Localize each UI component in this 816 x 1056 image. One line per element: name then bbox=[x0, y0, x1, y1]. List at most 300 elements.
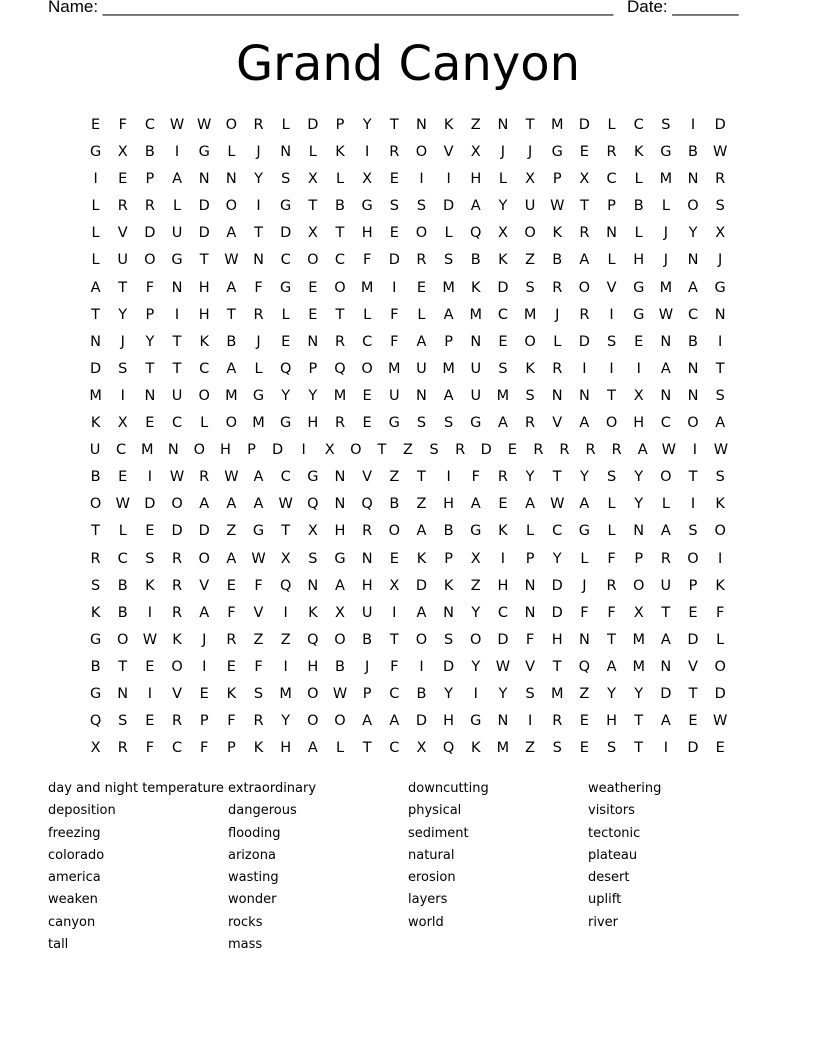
grid-letter[interactable]: L bbox=[607, 523, 616, 540]
grid-letter[interactable]: M bbox=[360, 279, 374, 296]
grid-letter[interactable]: L bbox=[173, 198, 182, 215]
grid-letter[interactable]: X bbox=[362, 171, 373, 188]
grid-letter[interactable]: U bbox=[416, 360, 427, 377]
grid-letter[interactable]: U bbox=[660, 577, 672, 594]
grid-letter[interactable]: R bbox=[606, 577, 617, 594]
grid-letter[interactable]: O bbox=[415, 144, 428, 161]
grid-letter[interactable]: A bbox=[172, 171, 182, 188]
grid-letter[interactable]: D bbox=[660, 685, 672, 702]
grid-letter[interactable]: B bbox=[90, 469, 101, 486]
grid-letter[interactable]: X bbox=[280, 550, 291, 567]
grid-letter[interactable]: I bbox=[473, 685, 478, 702]
grid-letter[interactable]: M bbox=[333, 387, 347, 404]
grid-letter[interactable]: R bbox=[611, 442, 622, 459]
grid-letter[interactable]: Q bbox=[442, 740, 455, 757]
grid-letter[interactable]: V bbox=[552, 415, 563, 432]
grid-letter[interactable]: X bbox=[307, 225, 318, 242]
grid-letter[interactable]: K bbox=[145, 577, 155, 594]
grid-letter[interactable]: I bbox=[690, 496, 696, 513]
grid-letter[interactable]: N bbox=[307, 333, 319, 350]
grid-letter[interactable]: I bbox=[527, 713, 533, 730]
grid-letter[interactable]: F bbox=[254, 577, 263, 594]
grid-letter[interactable]: L bbox=[634, 171, 643, 188]
grid-letter[interactable]: L bbox=[281, 306, 290, 323]
grid-letter[interactable]: S bbox=[90, 577, 101, 594]
grid-letter[interactable]: X bbox=[579, 171, 590, 188]
grid-letter[interactable]: T bbox=[688, 469, 698, 486]
grid-letter[interactable]: U bbox=[361, 604, 373, 621]
grid-letter[interactable]: O bbox=[578, 279, 591, 296]
grid-letter[interactable]: R bbox=[525, 415, 536, 432]
grid-letter[interactable]: T bbox=[634, 740, 644, 757]
grid-letter[interactable]: B bbox=[335, 658, 345, 675]
grid-letter[interactable]: L bbox=[281, 117, 290, 133]
grid-letter[interactable]: D bbox=[551, 604, 563, 621]
grid-letter[interactable]: I bbox=[147, 469, 153, 486]
grid-letter[interactable]: O bbox=[334, 279, 346, 296]
grid-letter[interactable]: I bbox=[609, 306, 614, 323]
grid-letter[interactable]: N bbox=[334, 496, 346, 513]
grid-letter[interactable]: G bbox=[89, 631, 102, 648]
grid-letter[interactable]: T bbox=[308, 198, 318, 215]
grid-letter[interactable]: P bbox=[634, 550, 644, 567]
grid-letter[interactable]: J bbox=[202, 631, 207, 648]
grid-letter[interactable]: O bbox=[334, 631, 346, 648]
grid-letter[interactable]: D bbox=[198, 198, 210, 215]
grid-letter[interactable]: G bbox=[578, 523, 591, 540]
grid-letter[interactable]: N bbox=[551, 387, 563, 404]
grid-letter[interactable]: N bbox=[524, 577, 536, 594]
grid-letter[interactable]: X bbox=[324, 442, 335, 459]
grid-letter[interactable]: H bbox=[470, 171, 482, 188]
grid-letter[interactable]: D bbox=[171, 523, 183, 540]
grid-letter[interactable]: T bbox=[118, 658, 128, 675]
grid-letter[interactable]: V bbox=[443, 144, 454, 161]
grid-letter[interactable]: B bbox=[552, 252, 563, 269]
grid-letter[interactable]: Z bbox=[226, 523, 237, 540]
grid-letter[interactable]: L bbox=[634, 225, 643, 242]
grid-letter[interactable]: O bbox=[193, 442, 206, 459]
grid-letter[interactable]: C bbox=[552, 523, 563, 540]
grid-letter[interactable]: X bbox=[497, 225, 508, 242]
grid-letter[interactable]: W bbox=[713, 442, 729, 459]
grid-letter[interactable]: R bbox=[715, 171, 726, 188]
grid-letter[interactable]: D bbox=[497, 279, 509, 296]
grid-letter[interactable]: A bbox=[715, 415, 726, 432]
grid-letter[interactable]: T bbox=[91, 306, 100, 323]
grid-letter[interactable]: D bbox=[443, 198, 455, 215]
grid-letter[interactable]: S bbox=[552, 740, 562, 757]
grid-letter[interactable]: J bbox=[256, 333, 261, 350]
grid-letter[interactable]: G bbox=[633, 306, 645, 323]
grid-letter[interactable]: A bbox=[362, 713, 373, 730]
grid-letter[interactable]: A bbox=[637, 442, 648, 459]
grid-letter[interactable]: I bbox=[692, 442, 697, 459]
grid-letter[interactable]: F bbox=[362, 252, 372, 269]
grid-letter[interactable]: M bbox=[632, 631, 645, 648]
grid-letter[interactable]: A bbox=[307, 740, 318, 757]
grid-letter[interactable]: O bbox=[117, 631, 129, 648]
grid-letter[interactable]: A bbox=[226, 496, 237, 513]
grid-letter[interactable]: S bbox=[715, 198, 725, 215]
grid-letter[interactable]: N bbox=[334, 469, 346, 486]
grid-letter[interactable]: X bbox=[470, 550, 481, 567]
grid-letter[interactable]: J bbox=[663, 252, 668, 269]
grid-letter[interactable]: T bbox=[661, 604, 671, 621]
grid-letter[interactable]: Y bbox=[281, 713, 291, 730]
grid-letter[interactable]: R bbox=[199, 469, 210, 486]
grid-letter[interactable]: J bbox=[527, 144, 533, 161]
grid-letter[interactable]: E bbox=[362, 415, 372, 432]
grid-letter[interactable]: B bbox=[117, 604, 128, 621]
grid-letter[interactable]: G bbox=[388, 415, 400, 432]
grid-letter[interactable]: E bbox=[226, 658, 236, 675]
grid-letter[interactable]: B bbox=[226, 333, 237, 350]
grid-letter[interactable]: A bbox=[90, 279, 101, 296]
grid-letter[interactable]: G bbox=[470, 523, 482, 540]
grid-letter[interactable]: V bbox=[606, 279, 617, 296]
grid-letter[interactable]: D bbox=[578, 117, 590, 133]
grid-letter[interactable]: R bbox=[559, 442, 570, 459]
grid-letter[interactable]: N bbox=[443, 604, 455, 621]
grid-letter[interactable]: O bbox=[350, 442, 362, 459]
grid-letter[interactable]: N bbox=[687, 171, 699, 188]
grid-letter[interactable]: Y bbox=[552, 550, 562, 567]
grid-letter[interactable]: N bbox=[633, 523, 645, 540]
grid-letter[interactable]: K bbox=[471, 740, 481, 757]
grid-letter[interactable]: E bbox=[308, 306, 318, 323]
grid-letter[interactable]: C bbox=[606, 171, 617, 188]
grid-letter[interactable]: B bbox=[443, 523, 454, 540]
grid-letter[interactable]: B bbox=[90, 658, 101, 675]
grid-letter[interactable]: M bbox=[632, 658, 645, 675]
grid-letter[interactable]: L bbox=[607, 117, 616, 133]
grid-letter[interactable]: I bbox=[256, 198, 261, 215]
grid-letter[interactable]: Q bbox=[470, 225, 482, 242]
grid-letter[interactable]: F bbox=[471, 469, 480, 486]
grid-letter[interactable]: N bbox=[198, 171, 210, 188]
grid-letter[interactable]: Y bbox=[607, 685, 616, 702]
grid-letter[interactable]: G bbox=[198, 144, 210, 161]
grid-letter[interactable]: A bbox=[443, 306, 454, 323]
grid-letter[interactable]: F bbox=[254, 658, 263, 675]
grid-letter[interactable]: J bbox=[663, 225, 668, 242]
grid-letter[interactable]: Y bbox=[688, 225, 698, 242]
grid-letter[interactable]: G bbox=[89, 144, 102, 161]
grid-letter[interactable]: N bbox=[687, 387, 699, 404]
grid-letter[interactable]: U bbox=[89, 442, 101, 459]
grid-letter[interactable]: L bbox=[498, 171, 507, 188]
grid-letter[interactable]: E bbox=[90, 117, 101, 133]
grid-letter[interactable]: G bbox=[171, 252, 183, 269]
grid-letter[interactable]: O bbox=[524, 225, 536, 242]
grid-letter[interactable]: M bbox=[523, 306, 537, 323]
grid-letter[interactable]: M bbox=[496, 740, 510, 757]
grid-letter[interactable]: Y bbox=[471, 604, 481, 621]
grid-letter[interactable]: G bbox=[280, 415, 292, 432]
grid-letter[interactable]: E bbox=[199, 685, 209, 702]
grid-letter[interactable]: A bbox=[226, 225, 237, 242]
grid-letter[interactable]: S bbox=[416, 415, 427, 432]
grid-letter[interactable]: H bbox=[633, 252, 645, 269]
grid-letter[interactable]: J bbox=[555, 306, 560, 323]
grid-letter[interactable]: T bbox=[525, 117, 535, 133]
grid-letter[interactable]: N bbox=[714, 306, 726, 323]
grid-letter[interactable]: X bbox=[307, 523, 318, 540]
grid-letter[interactable]: E bbox=[498, 333, 508, 350]
grid-letter[interactable]: T bbox=[389, 631, 399, 648]
grid-letter[interactable]: L bbox=[716, 631, 725, 648]
grid-letter[interactable]: M bbox=[279, 685, 292, 702]
grid-letter[interactable]: R bbox=[253, 713, 264, 730]
grid-letter[interactable]: F bbox=[200, 740, 209, 757]
grid-letter[interactable]: X bbox=[117, 415, 128, 432]
grid-letter[interactable]: P bbox=[607, 198, 616, 215]
grid-letter[interactable]: J bbox=[256, 144, 261, 161]
grid-letter[interactable]: C bbox=[660, 415, 671, 432]
grid-letter[interactable]: A bbox=[226, 279, 237, 296]
grid-letter[interactable]: E bbox=[507, 442, 517, 459]
grid-letter[interactable]: Z bbox=[525, 252, 536, 269]
grid-letter[interactable]: A bbox=[416, 523, 427, 540]
grid-letter[interactable]: N bbox=[687, 360, 699, 377]
grid-letter[interactable]: R bbox=[172, 577, 183, 594]
grid-letter[interactable]: Y bbox=[498, 685, 508, 702]
grid-letter[interactable]: X bbox=[117, 144, 128, 161]
grid-letter[interactable]: R bbox=[334, 415, 346, 432]
grid-letter[interactable]: I bbox=[446, 171, 451, 188]
grid-letter[interactable]: U bbox=[470, 387, 482, 404]
grid-letter[interactable]: D bbox=[198, 523, 210, 540]
grid-letter[interactable]: Q bbox=[279, 360, 292, 377]
grid-letter[interactable]: W bbox=[142, 631, 158, 648]
grid-letter[interactable]: M bbox=[388, 360, 401, 377]
grid-letter[interactable]: K bbox=[172, 631, 182, 648]
grid-letter[interactable]: N bbox=[497, 713, 509, 730]
grid-letter[interactable]: V bbox=[525, 658, 536, 675]
grid-letter[interactable]: Z bbox=[470, 577, 481, 594]
grid-letter[interactable]: G bbox=[280, 279, 292, 296]
grid-letter[interactable]: E bbox=[118, 469, 128, 486]
grid-letter[interactable]: T bbox=[607, 387, 616, 404]
grid-letter[interactable]: W bbox=[278, 496, 293, 513]
grid-letter[interactable]: Y bbox=[498, 198, 508, 215]
grid-letter[interactable]: H bbox=[633, 415, 645, 432]
grid-letter[interactable]: D bbox=[551, 577, 563, 594]
grid-letter[interactable]: V bbox=[253, 604, 264, 621]
grid-letter[interactable]: F bbox=[145, 279, 155, 296]
grid-letter[interactable]: R bbox=[334, 333, 346, 350]
grid-letter[interactable]: X bbox=[335, 604, 345, 621]
grid-letter[interactable]: D bbox=[89, 360, 102, 377]
grid-letter[interactable]: R bbox=[533, 442, 544, 459]
grid-letter[interactable]: P bbox=[525, 550, 535, 567]
grid-letter[interactable]: H bbox=[551, 631, 563, 648]
grid-letter[interactable]: G bbox=[551, 144, 563, 161]
grid-letter[interactable]: N bbox=[470, 333, 482, 350]
grid-letter[interactable]: R bbox=[579, 225, 590, 242]
grid-letter[interactable]: L bbox=[526, 523, 535, 540]
grid-letter[interactable]: V bbox=[117, 225, 128, 242]
grid-letter[interactable]: I bbox=[147, 604, 153, 621]
grid-letter[interactable]: K bbox=[715, 496, 725, 513]
grid-letter[interactable]: K bbox=[552, 225, 562, 242]
grid-letter[interactable]: U bbox=[470, 360, 482, 377]
grid-letter[interactable]: O bbox=[225, 198, 238, 215]
grid-letter[interactable]: B bbox=[416, 685, 427, 702]
grid-letter[interactable]: I bbox=[283, 604, 288, 621]
grid-letter[interactable]: T bbox=[335, 225, 345, 242]
grid-letter[interactable]: G bbox=[334, 550, 346, 567]
grid-letter[interactable]: R bbox=[172, 604, 183, 621]
grid-letter[interactable]: A bbox=[253, 469, 264, 486]
grid-letter[interactable]: T bbox=[362, 740, 372, 757]
grid-letter[interactable]: N bbox=[660, 333, 672, 350]
grid-letter[interactable]: W bbox=[495, 658, 511, 675]
grid-letter[interactable]: Y bbox=[281, 387, 291, 404]
grid-letter[interactable]: X bbox=[90, 740, 101, 757]
grid-letter[interactable]: A bbox=[416, 604, 427, 621]
grid-letter[interactable]: Q bbox=[307, 496, 319, 513]
grid-letter[interactable]: R bbox=[389, 144, 400, 161]
grid-letter[interactable]: Y bbox=[308, 387, 318, 404]
grid-letter[interactable]: C bbox=[497, 604, 508, 621]
grid-letter[interactable]: E bbox=[145, 713, 155, 730]
grid-letter[interactable]: L bbox=[227, 144, 236, 161]
grid-letter[interactable]: M bbox=[442, 279, 455, 296]
grid-letter[interactable]: N bbox=[117, 685, 129, 702]
grid-letter[interactable]: W bbox=[658, 306, 674, 323]
grid-letter[interactable]: M bbox=[550, 685, 564, 702]
grid-letter[interactable]: N bbox=[497, 117, 509, 133]
grid-letter[interactable]: F bbox=[607, 550, 616, 567]
grid-letter[interactable]: B bbox=[470, 252, 481, 269]
grid-letter[interactable]: S bbox=[498, 360, 508, 377]
grid-letter[interactable]: G bbox=[660, 144, 672, 161]
grid-letter[interactable]: I bbox=[446, 469, 451, 486]
grid-letter[interactable]: T bbox=[715, 360, 725, 377]
grid-letter[interactable]: C bbox=[389, 685, 400, 702]
grid-letter[interactable]: G bbox=[252, 387, 265, 404]
grid-letter[interactable]: G bbox=[470, 415, 482, 432]
grid-letter[interactable]: U bbox=[117, 252, 129, 269]
grid-letter[interactable]: L bbox=[417, 306, 426, 323]
grid-letter[interactable]: A bbox=[579, 415, 590, 432]
grid-letter[interactable]: N bbox=[253, 252, 264, 269]
grid-letter[interactable]: X bbox=[633, 604, 644, 621]
grid-letter[interactable]: G bbox=[307, 469, 319, 486]
grid-letter[interactable]: L bbox=[91, 225, 100, 242]
grid-letter[interactable]: O bbox=[687, 198, 699, 215]
grid-letter[interactable]: J bbox=[120, 333, 125, 350]
grid-letter[interactable]: O bbox=[171, 658, 183, 675]
grid-letter[interactable]: T bbox=[226, 306, 236, 323]
grid-letter[interactable]: T bbox=[281, 523, 291, 540]
grid-letter[interactable]: A bbox=[389, 713, 400, 730]
grid-letter[interactable]: R bbox=[253, 306, 264, 323]
grid-letter[interactable]: E bbox=[579, 144, 589, 161]
grid-letter[interactable]: K bbox=[633, 144, 644, 161]
grid-letter[interactable]: I bbox=[582, 360, 587, 377]
grid-letter[interactable]: K bbox=[498, 523, 508, 540]
grid-letter[interactable]: N bbox=[578, 387, 590, 404]
grid-letter[interactable]: X bbox=[633, 387, 644, 404]
grid-letter[interactable]: H bbox=[219, 442, 231, 459]
grid-letter[interactable]: Y bbox=[118, 306, 128, 323]
grid-letter[interactable]: G bbox=[361, 198, 373, 215]
grid-letter[interactable]: F bbox=[254, 279, 263, 296]
grid-letter[interactable]: A bbox=[525, 496, 536, 513]
grid-letter[interactable]: V bbox=[362, 469, 373, 486]
grid-letter[interactable]: E bbox=[145, 523, 155, 540]
grid-letter[interactable]: F bbox=[390, 306, 399, 323]
grid-letter[interactable]: A bbox=[660, 523, 671, 540]
grid-letter[interactable]: I bbox=[174, 306, 180, 323]
grid-letter[interactable]: O bbox=[687, 415, 699, 432]
grid-letter[interactable]: S bbox=[444, 631, 454, 648]
grid-letter[interactable]: C bbox=[280, 469, 291, 486]
grid-letter[interactable]: F bbox=[227, 604, 236, 621]
grid-letter[interactable]: P bbox=[335, 117, 345, 133]
grid-letter[interactable]: B bbox=[688, 333, 698, 350]
grid-letter[interactable]: E bbox=[308, 279, 318, 296]
grid-letter[interactable]: O bbox=[225, 415, 238, 432]
grid-letter[interactable]: R bbox=[497, 469, 508, 486]
grid-letter[interactable]: I bbox=[301, 442, 306, 459]
grid-letter[interactable]: M bbox=[225, 387, 238, 404]
grid-letter[interactable]: T bbox=[335, 306, 345, 323]
grid-letter[interactable]: X bbox=[715, 225, 726, 242]
grid-letter[interactable]: K bbox=[443, 577, 454, 594]
grid-letter[interactable]: B bbox=[362, 631, 373, 648]
grid-letter[interactable]: E bbox=[579, 713, 589, 730]
grid-letter[interactable]: Y bbox=[145, 333, 155, 350]
grid-letter[interactable]: Q bbox=[279, 577, 292, 594]
grid-letter[interactable]: S bbox=[281, 171, 291, 188]
grid-letter[interactable]: X bbox=[389, 577, 400, 594]
grid-letter[interactable]: S bbox=[688, 523, 698, 540]
grid-letter[interactable]: K bbox=[443, 117, 454, 133]
grid-letter[interactable]: L bbox=[254, 360, 263, 377]
grid-letter[interactable]: S bbox=[525, 387, 535, 404]
grid-letter[interactable]: D bbox=[272, 442, 284, 459]
grid-letter[interactable]: C bbox=[116, 442, 127, 459]
grid-letter[interactable]: C bbox=[171, 740, 183, 757]
grid-letter[interactable]: J bbox=[500, 144, 506, 161]
grid-letter[interactable]: Z bbox=[416, 496, 427, 513]
grid-letter[interactable]: C bbox=[687, 306, 699, 323]
grid-letter[interactable]: B bbox=[117, 577, 128, 594]
grid-letter[interactable]: B bbox=[633, 198, 644, 215]
grid-letter[interactable]: K bbox=[90, 415, 101, 432]
grid-letter[interactable]: L bbox=[580, 550, 589, 567]
grid-letter[interactable]: N bbox=[416, 117, 427, 133]
grid-letter[interactable]: I bbox=[174, 144, 180, 161]
grid-letter[interactable]: R bbox=[552, 713, 563, 730]
grid-letter[interactable]: A bbox=[497, 415, 508, 432]
grid-letter[interactable]: R bbox=[579, 306, 590, 323]
grid-letter[interactable]: D bbox=[497, 631, 509, 648]
grid-letter[interactable]: N bbox=[578, 631, 590, 648]
grid-letter[interactable]: I bbox=[500, 550, 506, 567]
grid-letter[interactable]: C bbox=[171, 415, 183, 432]
grid-letter[interactable]: Q bbox=[578, 658, 591, 675]
grid-letter[interactable]: R bbox=[172, 713, 183, 730]
grid-letter[interactable]: L bbox=[335, 171, 345, 188]
grid-letter[interactable]: B bbox=[688, 144, 698, 161]
grid-letter[interactable]: H bbox=[606, 713, 617, 730]
grid-letter[interactable]: A bbox=[660, 360, 671, 377]
